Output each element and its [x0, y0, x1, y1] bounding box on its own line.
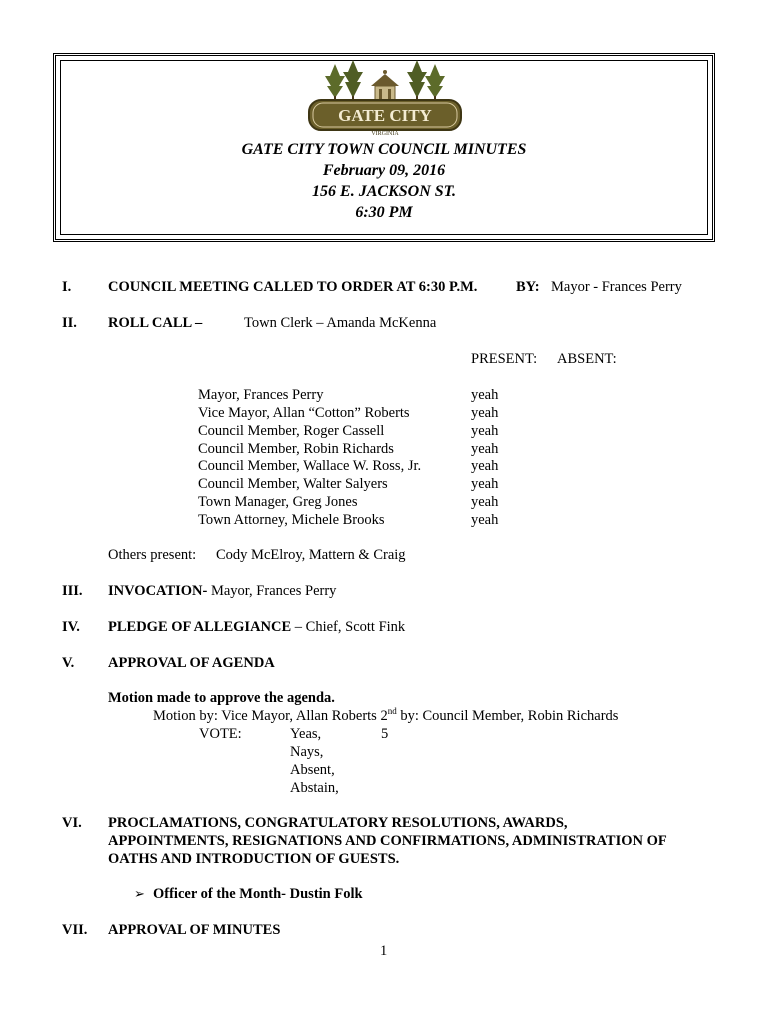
motion-heading: Motion made to approve the agenda. [108, 690, 335, 706]
section-6-line-1: PROCLAMATIONS, CONGRATULATORY RESOLUTIONS, AWARDS, [108, 815, 568, 831]
section-4-title: PLEDGE OF ALLEGIANCE [108, 619, 292, 635]
attendee-present: yeah [471, 512, 499, 528]
section-6-number: VI. [62, 815, 82, 831]
yeas-value: 5 [381, 726, 389, 742]
attendee-name: Mayor, Frances Perry [198, 387, 324, 403]
motion-line [153, 708, 618, 725]
logo-text: GATE CITY [338, 106, 432, 125]
yeas-label: Yeas, [290, 726, 322, 742]
absent-label: Absent, [290, 762, 335, 778]
attendee-present: yeah [471, 494, 499, 510]
attendee-name: Council Member, Robin Richards [198, 441, 394, 457]
meeting-date: February 09, 2016 [322, 162, 446, 179]
section-1-number: I. [62, 279, 72, 295]
others-present-value: Cody McElroy, Mattern & Craig [216, 547, 406, 563]
section-4-number: IV. [62, 619, 80, 635]
present-header: PRESENT: [471, 351, 538, 367]
logo-subtext: VIRGINIA [371, 131, 399, 137]
section-3-number: III. [62, 583, 83, 599]
town-clerk: Town Clerk – Amanda McKenna [244, 315, 437, 331]
section-3-line [108, 583, 336, 600]
section-2-number: II. [62, 315, 77, 331]
meeting-time: 6:30 PM [355, 204, 413, 221]
section-7-title: APPROVAL OF MINUTES [108, 922, 281, 938]
officer-of-month: Officer of the Month- Dustin Folk [153, 886, 363, 902]
section-4-line [108, 619, 405, 636]
nays-label: Nays, [290, 744, 324, 760]
others-present-label: Others present: [108, 547, 197, 563]
section-4-rest: – Chief, Scott Fink [291, 619, 406, 635]
section-6-line-3: OATHS AND INTRODUCTION OF GUESTS. [108, 851, 400, 867]
attendee-present: yeah [471, 441, 499, 457]
absent-header: ABSENT: [557, 351, 617, 367]
attendee-name: Council Member, Walter Salyers [198, 476, 388, 492]
attendee-name: Council Member, Wallace W. Ross, Jr. [198, 458, 422, 474]
attendee-present: yeah [471, 387, 499, 403]
section-2-title: ROLL CALL – [108, 315, 203, 331]
abstain-label: Abstain, [290, 780, 339, 796]
page-number: 1 [380, 943, 388, 959]
attendee-present: yeah [471, 458, 499, 474]
attendee-name: Town Manager, Greg Jones [198, 494, 358, 510]
motion-by: Motion by: Vice Mayor, Allan Roberts 2 [153, 708, 388, 724]
section-5-number: V. [62, 655, 75, 671]
attendee-present: yeah [471, 423, 499, 439]
section-3-title: INVOCATION- [108, 583, 208, 599]
section-1-title: COUNCIL MEETING CALLED TO ORDER AT 6:30 P.M. [108, 279, 478, 295]
gazebo-icon [371, 70, 399, 100]
second-by: by: Council Member, Robin Richards [396, 708, 619, 724]
called-by-value: Mayor - Frances Perry [551, 279, 682, 295]
attendee-present: yeah [471, 476, 499, 492]
motion-sup: nd [387, 706, 397, 717]
attendee-name: Council Member, Roger Cassell [198, 423, 385, 439]
attendee-name: Vice Mayor, Allan “Cotton” Roberts [198, 405, 410, 421]
gate-city-logo [305, 56, 465, 138]
section-6-line-2: APPOINTMENTS, RESIGNATIONS AND CONFIRMATIONS, ADMINISTRATION OF [108, 833, 667, 849]
attendee-present: yeah [471, 405, 499, 421]
section-3-rest: Mayor, Frances Perry [207, 583, 337, 599]
section-5-title: APPROVAL OF AGENDA [108, 655, 275, 671]
meeting-address: 156 E. JACKSON ST. [312, 183, 456, 200]
document-title: GATE CITY TOWN COUNCIL MINUTES [241, 141, 527, 158]
called-by-label: BY: [516, 279, 540, 295]
attendee-name: Town Attorney, Michele Brooks [198, 512, 385, 528]
vote-label: VOTE: [199, 726, 242, 742]
section-7-number: VII. [62, 922, 88, 938]
arrow-bullet-icon: ➢ [134, 886, 145, 901]
